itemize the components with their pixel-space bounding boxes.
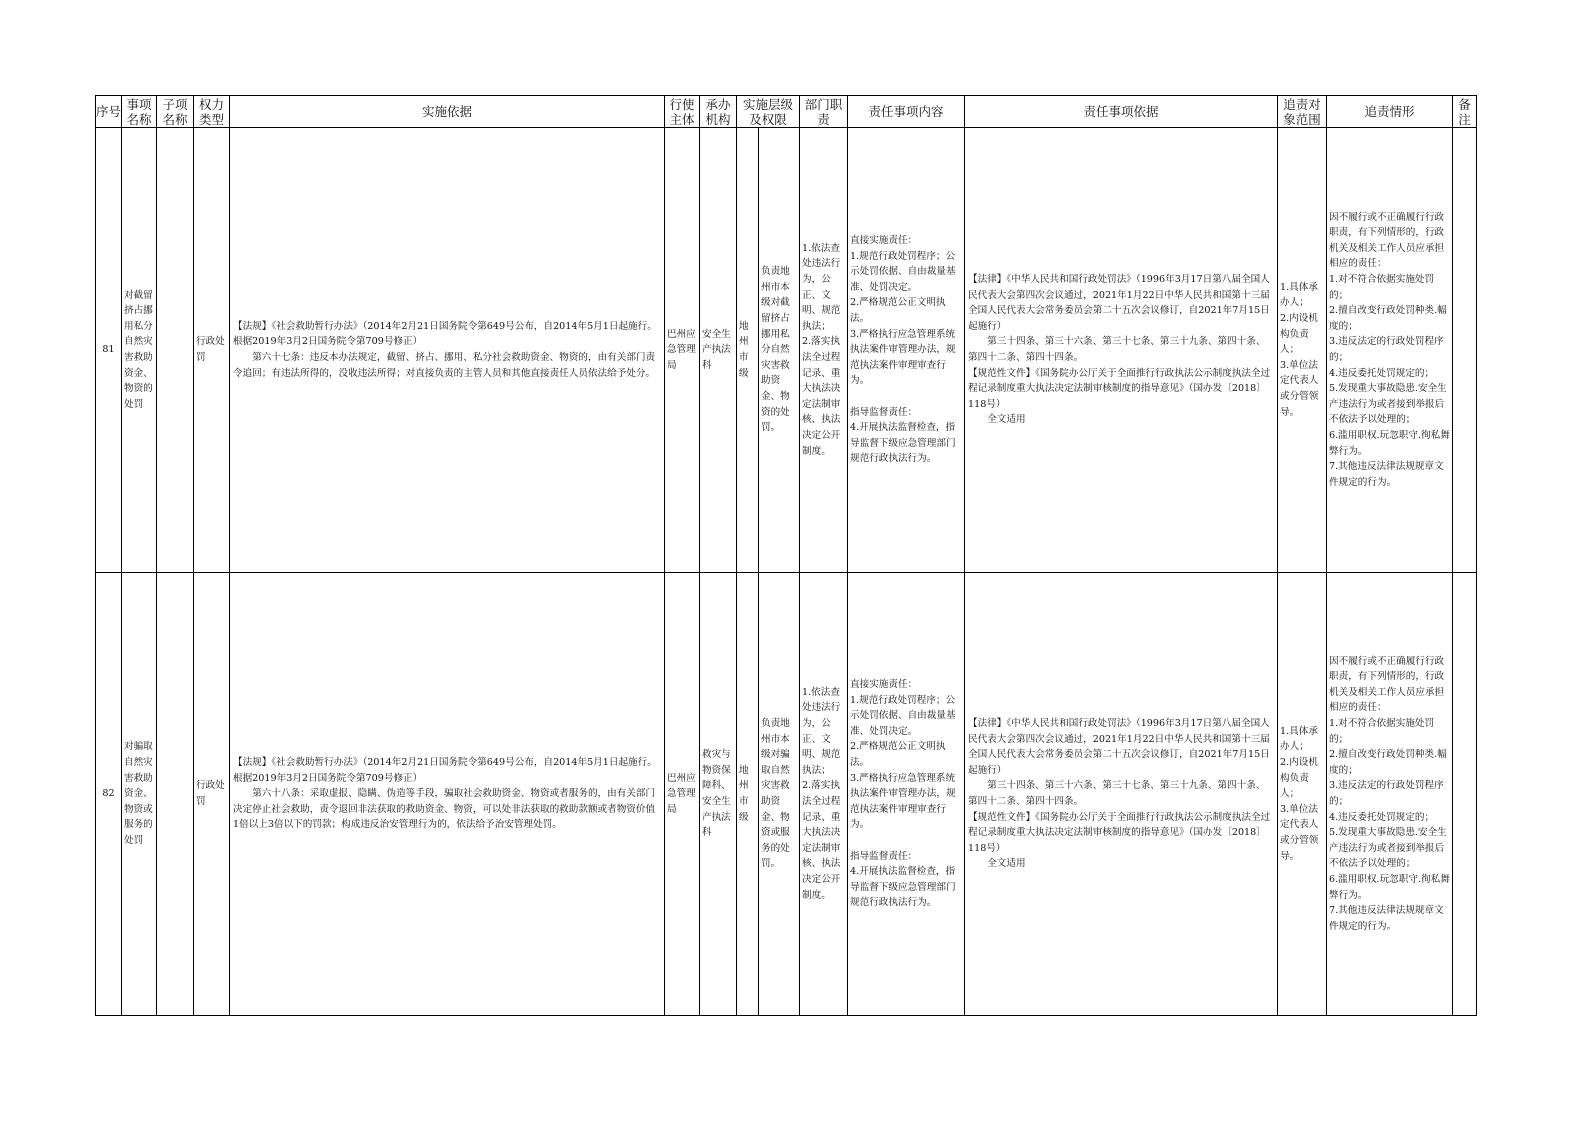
- row-accountable: 1.具体承办人； 2.内设机构负责人； 3.单位法定代表人或分管领导。: [1278, 128, 1327, 573]
- row-power-type: 行政处罚: [194, 573, 230, 1016]
- row-duty: 1.依法查处违法行为，公正、文明、规范执法； 2.落实执法全过程记录、重大执法决定法制审核、执法决定公开制度。: [800, 573, 848, 1016]
- header-power-type: 权力类型: [194, 96, 230, 128]
- header-undertaker: 承办机构: [700, 96, 737, 128]
- table-row: [96, 573, 1477, 1016]
- row-item-name: 对骗取自然灾害救助资金、物资或服务的处罚: [122, 573, 157, 1016]
- row-accountable: 1.具体承办人； 2.内设机构负责人； 3.单位法定代表人或分管领导。: [1278, 573, 1327, 1016]
- header-accountable: 追责对象范围: [1278, 96, 1327, 128]
- header-subject: 行使主体: [665, 96, 700, 128]
- row-resp-content: 直接实施责任： 1.规范行政处罚程序；公示处罚依据、自由裁量基准、处罚决定。 2.严格规范公正文明执法。 3.严格执行应急管理系统执法案件审管理办法，规范执法案件审理审查行为。 指导监督责任： 4.开展执法监督检查，指导监督下级应急管理部门规范行政执法行为。: [848, 573, 965, 1016]
- row-accountability: 因不履行或不正确履行行政职责，有下列情形的，行政机关及相关工作人员应承担相应的责任： 1.对不符合依据实施处罚的； 2.擅自改变行政处罚种类.幅度的； 3.违反法定的行政处罚程序的； 4.违反委托处罚规定的； 5.发现重大事故隐患.安全生产违法行为或者接到举报后不依法予以处理的； 6.滥用职权.玩忽职守.徇私舞弊行为。 7.其他违反法律法规规章文件规定的行为。: [1327, 128, 1453, 573]
- row-remark: [1453, 128, 1477, 573]
- resp-basis-scope: 全文适用: [987, 858, 1026, 870]
- header-duty: 部门职责: [800, 96, 848, 128]
- row-remark: [1453, 573, 1477, 1016]
- responsibility-table: [95, 95, 1477, 1016]
- row-resp-content: 直接实施责任： 1.规范行政处罚程序；公示处罚依据、自由裁量基准、处罚决定。 2.严格规范公正文明执法。 3.严格执行应急管理系统执法案件审管理办法，规范执法案件审理审查行为。 指导监督责任： 4.开展执法监督检查，指导监督下级应急管理部门规范行政执法行为。: [848, 128, 965, 573]
- header-row: [96, 96, 1477, 128]
- resp-basis-law: 【法律】《中华人民共和国行政处罚法》（1996年3月17日第八届全国人民代表大会第四次会议通过，2021年1月22日中华人民共和国第十三届全国人民代表大会常务委员会第二十五次会议修订，自2021年7月15日起施行）: [968, 274, 1270, 332]
- row-sub-name: [157, 128, 194, 573]
- resp-basis-law: 【法律】《中华人民共和国行政处罚法》（1996年3月17日第八届全国人民代表大会第四次会议通过，2021年1月22日中华人民共和国第十三届全国人民代表大会常务委员会第二十五次会议修订，自2021年7月15日起施行）: [968, 718, 1270, 776]
- header-accountability: 追责情形: [1327, 96, 1453, 128]
- basis-regulation: 【法规】《社会救助暂行办法》（2014年2月21日国务院令第649号公布，自2014年5月1日起施行。根据2019年3月2日国务院令第709号修正）: [233, 320, 657, 348]
- row-resp-basis: [965, 128, 1278, 573]
- resp-basis-normative: 【规范性文件】《国务院办公厅关于全面推行行政执法公示制度执法全过程记录制度重大执法决定法制审核制度的指导意见》（国办发〔2018〕118号）: [968, 367, 1271, 410]
- row-undertaker: 救灾与物资保障科、安全生产执法科: [700, 573, 737, 1016]
- row-level-a: 地州市级: [737, 128, 759, 573]
- row-level-b: 负责地州市本级对截留挤占挪用私分自然灾害救助资金、物资的处罚。: [759, 128, 800, 573]
- row-level-b: 负责地州市本级对骗取自然灾害救助资金、物资或服务的处罚。: [759, 573, 800, 1016]
- row-accountability: 因不履行或不正确履行行政职责，有下列情形的，行政机关及相关工作人员应承担相应的责任： 1.对不符合依据实施处罚的； 2.擅自改变行政处罚种类.幅度的； 3.违反法定的行政处罚程序的； 4.违反委托处罚规定的； 5.发现重大事故隐患.安全生产违法行为或者接到举报后不依法予以处理的； 6.滥用职权.玩忽职守.徇私舞弊行为。 7.其他违反法律法规规章文件规定的行为。: [1327, 573, 1453, 1016]
- header-level: 实施层级及权限: [737, 96, 800, 128]
- basis-article: 第六十八条：采取虚报、隐瞒、伪造等手段，骗取社会救助资金、物资或者服务的，由有关部门决定停止社会救助，责令退回非法获取的救助资金、物资，可以处非法获取的救助款额或者物资价值1倍以上3倍以下的罚款；构成违反治安管理行为的，依法给予治安管理处罚。: [233, 788, 656, 831]
- header-item-name: 事项名称: [122, 96, 157, 128]
- row-basis: [230, 128, 665, 573]
- basis-regulation: 【法规】《社会救助暂行办法》（2014年2月21日国务院令第649号公布，自2014年5月1日起施行。根据2019年3月2日国务院令第709号修正）: [233, 757, 657, 784]
- row-seq: 82: [96, 573, 122, 1016]
- row-undertaker: 安全生产执法科: [700, 128, 737, 573]
- row-resp-basis: [965, 573, 1278, 1016]
- row-power-type: 行政处罚: [194, 128, 230, 573]
- header-remark: 备注: [1453, 96, 1477, 128]
- header-resp-content: 责任事项内容: [848, 96, 965, 128]
- resp-basis-articles: 第三十四条、第三十六条、第三十七条、第三十九条、第四十条、第四十二条、第四十四条。: [968, 336, 1266, 363]
- row-duty: 1.依法查处违法行为，公正、文明、规范执法； 2.落实执法全过程记录、重大执法决定法制审核、执法决定公开制度。: [800, 128, 848, 573]
- header-seq: 序号: [96, 96, 122, 128]
- row-item-name: 对截留挤占挪用私分自然灾害救助资金、物资的处罚: [122, 128, 157, 573]
- row-subject: 巴州应急管理局: [665, 128, 700, 573]
- row-basis: [230, 573, 665, 1016]
- header-resp-basis: 责任事项依据: [965, 96, 1278, 128]
- resp-basis-articles: 第三十四条、第三十六条、第三十七条、第三十九条、第四十条、第四十二条、第四十四条。: [968, 780, 1266, 807]
- row-sub-name: [157, 573, 194, 1016]
- row-seq: 81: [96, 128, 122, 573]
- basis-article: 第六十七条：违反本办法规定，截留、挤占、挪用、私分社会救助资金、物资的，由有关部门责令追回；有违法所得的，没收违法所得；对直接负责的主管人员和其他直接责任人员依法给予处分。: [233, 352, 656, 379]
- resp-basis-scope: 全文适用: [987, 414, 1026, 426]
- row-level-a: 地州市级: [737, 573, 759, 1016]
- row-subject: 巴州应急管理局: [665, 573, 700, 1016]
- header-sub-name: 子项名称: [157, 96, 194, 128]
- table-row: [96, 128, 1477, 573]
- header-basis: 实施依据: [230, 96, 665, 128]
- resp-basis-normative: 【规范性文件】《国务院办公厅关于全面推行行政执法公示制度执法全过程记录制度重大执法决定法制审核制度的指导意见》（国办发〔2018〕118号）: [968, 811, 1271, 854]
